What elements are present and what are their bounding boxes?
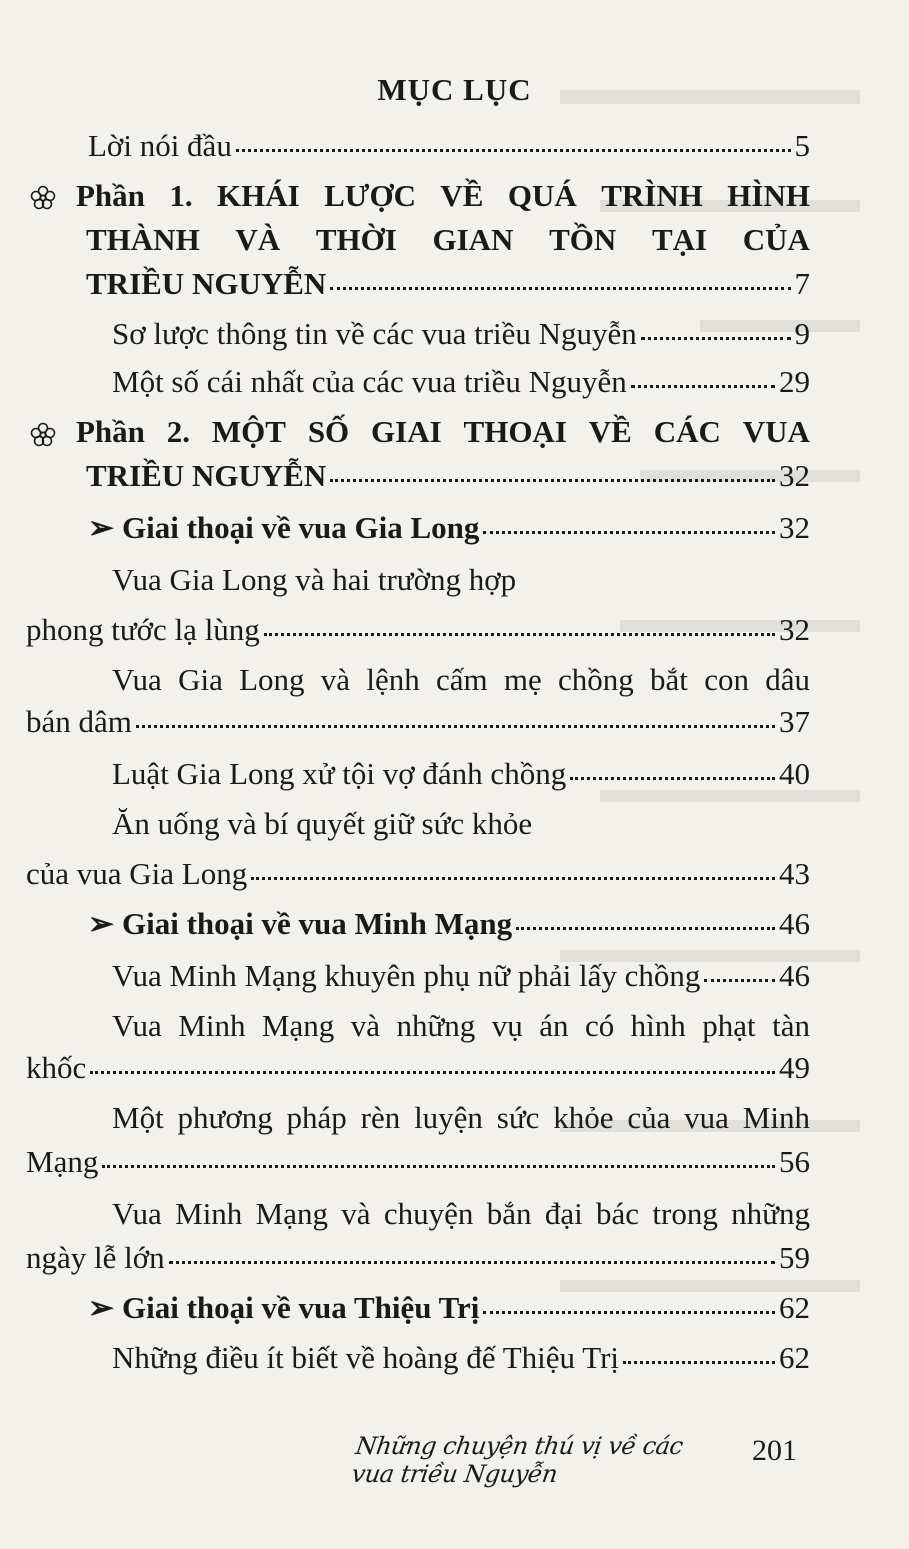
toc-entry-label: Sơ lược thông tin về các vua triều Nguyễn: [112, 316, 637, 351]
page-number: 201: [752, 1434, 797, 1467]
heading-word: GIAI: [371, 414, 442, 449]
toc-entry-label: TRIỀU NGUYỄN: [86, 458, 327, 493]
dot-leader: [251, 877, 775, 880]
running-footer-title: Những chuyện thú vị về các vua triều Nguyễn: [349, 1432, 685, 1488]
toc-section-gialong[interactable]: [88, 510, 810, 546]
toc-page-number: 32: [779, 458, 810, 493]
toc-page-number: 62: [779, 1340, 810, 1375]
toc-page-number: 40: [779, 756, 810, 791]
toc-entry[interactable]: [112, 364, 810, 400]
toc-entry[interactable]: [112, 958, 810, 994]
toc-section-thieutri[interactable]: [88, 1290, 810, 1326]
toc-entry-line[interactable]: Một phương pháp rèn luyện sức khỏe của vua Minh: [112, 1100, 810, 1135]
toc-entry-label: bán dâm: [26, 704, 132, 739]
dot-leader: [704, 979, 775, 982]
heading-word: KHÁI: [217, 178, 300, 213]
toc-entry[interactable]: [26, 1240, 810, 1276]
toc-entry-preface[interactable]: [88, 128, 810, 164]
part1-heading-line2[interactable]: [86, 222, 810, 258]
heading-word: CỦA: [742, 222, 810, 257]
heading-word: VÀ: [235, 222, 281, 257]
toc-entry-label: TRIỀU NGUYỄN: [86, 266, 327, 301]
flower-icon: [30, 422, 56, 448]
toc-page-number: 43: [779, 856, 810, 891]
heading-word: THOẠI: [463, 414, 567, 449]
dot-leader: [102, 1165, 775, 1168]
dot-leader: [90, 1071, 775, 1074]
heading-word: Phần: [76, 178, 145, 213]
dot-leader: [641, 337, 791, 340]
page-title: MỤC LỤC: [377, 72, 532, 107]
arrow-bullet-icon: ➢: [88, 906, 114, 941]
toc-entry[interactable]: [26, 612, 810, 648]
part2-heading-line1[interactable]: [76, 414, 810, 450]
toc-entry[interactable]: [112, 756, 810, 792]
heading-word: THÀNH: [86, 222, 200, 257]
toc-page-number: 9: [794, 316, 810, 351]
toc-page-number: 32: [779, 612, 810, 647]
toc-entry-line[interactable]: Vua Minh Mạng và những vụ án có hình phạt tàn: [112, 1008, 810, 1043]
toc-section-minhmang[interactable]: [88, 906, 810, 942]
dot-leader: [136, 725, 775, 728]
toc-page-number: 46: [779, 958, 810, 993]
toc-entry[interactable]: [26, 1144, 810, 1180]
toc-page-number: 37: [779, 704, 810, 739]
dot-leader: [516, 927, 775, 930]
toc-entry[interactable]: [112, 1340, 810, 1376]
toc-entry-label: ➢ Giai thoại về vua Gia Long: [88, 510, 480, 545]
toc-page-number: 29: [779, 364, 810, 399]
dot-leader: [330, 287, 790, 290]
heading-word: TẠI: [651, 222, 708, 257]
toc-page-number: 49: [779, 1050, 810, 1085]
toc-entry-label: ➢ Giai thoại về vua Thiệu Trị: [88, 1290, 480, 1325]
toc-entry-label: Lời nói đầu: [88, 128, 232, 163]
heading-word: QUÁ: [507, 178, 577, 213]
dot-leader: [570, 777, 775, 780]
heading-word: 1.: [169, 178, 193, 213]
toc-entry-part1[interactable]: [86, 266, 810, 302]
dot-leader: [483, 1311, 775, 1314]
heading-word: HÌNH: [727, 178, 810, 213]
toc-entry-line[interactable]: Vua Gia Long và lệnh cấm mẹ chồng bắt con dâu: [112, 662, 810, 697]
dot-leader: [264, 633, 775, 636]
toc-entry-line[interactable]: Vua Gia Long và hai trường hợp: [112, 562, 517, 597]
heading-word: LƯỢC: [324, 178, 416, 213]
heading-word: SỐ: [307, 414, 350, 449]
dot-leader: [623, 1361, 775, 1364]
heading-word: Phần: [76, 414, 145, 449]
heading-word: TỒN: [549, 222, 617, 257]
toc-page-number: 5: [794, 128, 810, 163]
toc-entry-label: Một số cái nhất của các vua triều Nguyễn: [112, 364, 627, 399]
toc-entry[interactable]: [26, 704, 810, 740]
toc-entry-line[interactable]: Vua Minh Mạng và chuyện bắn đại bác trong những: [112, 1196, 810, 1231]
heading-word: GIAN: [432, 222, 514, 257]
toc-entry-label: Những điều ít biết về hoàng đế Thiệu Trị: [112, 1340, 620, 1375]
heading-word: MỘT: [211, 414, 286, 449]
heading-word: THỜI: [315, 222, 397, 257]
toc-entry-label: của vua Gia Long: [26, 856, 248, 891]
toc-page-number: 62: [779, 1290, 810, 1325]
heading-word: VUA: [742, 414, 810, 449]
toc-page-number: 7: [794, 266, 810, 301]
dot-leader: [169, 1261, 775, 1264]
flower-icon: [30, 185, 56, 211]
part1-heading-line1[interactable]: [76, 178, 810, 214]
toc-entry-label: khốc: [26, 1050, 87, 1085]
heading-word: 2.: [166, 414, 191, 449]
toc-entry[interactable]: [26, 856, 810, 892]
arrow-bullet-icon: ➢: [88, 1290, 114, 1325]
heading-word: VỀ: [588, 414, 632, 449]
dot-leader: [631, 385, 775, 388]
toc-page-number: 32: [779, 510, 810, 545]
dot-leader: [330, 479, 775, 482]
heading-word: CÁC: [653, 414, 721, 449]
toc-entry-label: Mạng: [26, 1144, 99, 1179]
arrow-bullet-icon: ➢: [88, 510, 114, 545]
toc-entry-label: ngày lễ lớn: [26, 1240, 165, 1275]
heading-word: VỀ: [440, 178, 484, 213]
toc-entry-label: phong tước lạ lùng: [26, 612, 260, 647]
toc-entry[interactable]: [26, 1050, 810, 1086]
dot-leader: [236, 149, 791, 152]
toc-entry-part2[interactable]: [86, 458, 810, 494]
dot-leader: [483, 531, 775, 534]
toc-entry-line[interactable]: Ăn uống và bí quyết giữ sức khỏe: [112, 806, 533, 841]
toc-entry-label: ➢ Giai thoại về vua Minh Mạng: [88, 906, 513, 941]
toc-page-number: 56: [779, 1144, 810, 1179]
toc-page-number: 46: [779, 906, 810, 941]
heading-word: TRÌNH: [601, 178, 703, 213]
toc-entry[interactable]: [112, 316, 810, 352]
toc-entry-label: Luật Gia Long xử tội vợ đánh chồng: [112, 756, 567, 791]
toc-entry-label: Vua Minh Mạng khuyên phụ nữ phải lấy chồng: [112, 958, 701, 993]
toc-page-number: 59: [779, 1240, 810, 1275]
